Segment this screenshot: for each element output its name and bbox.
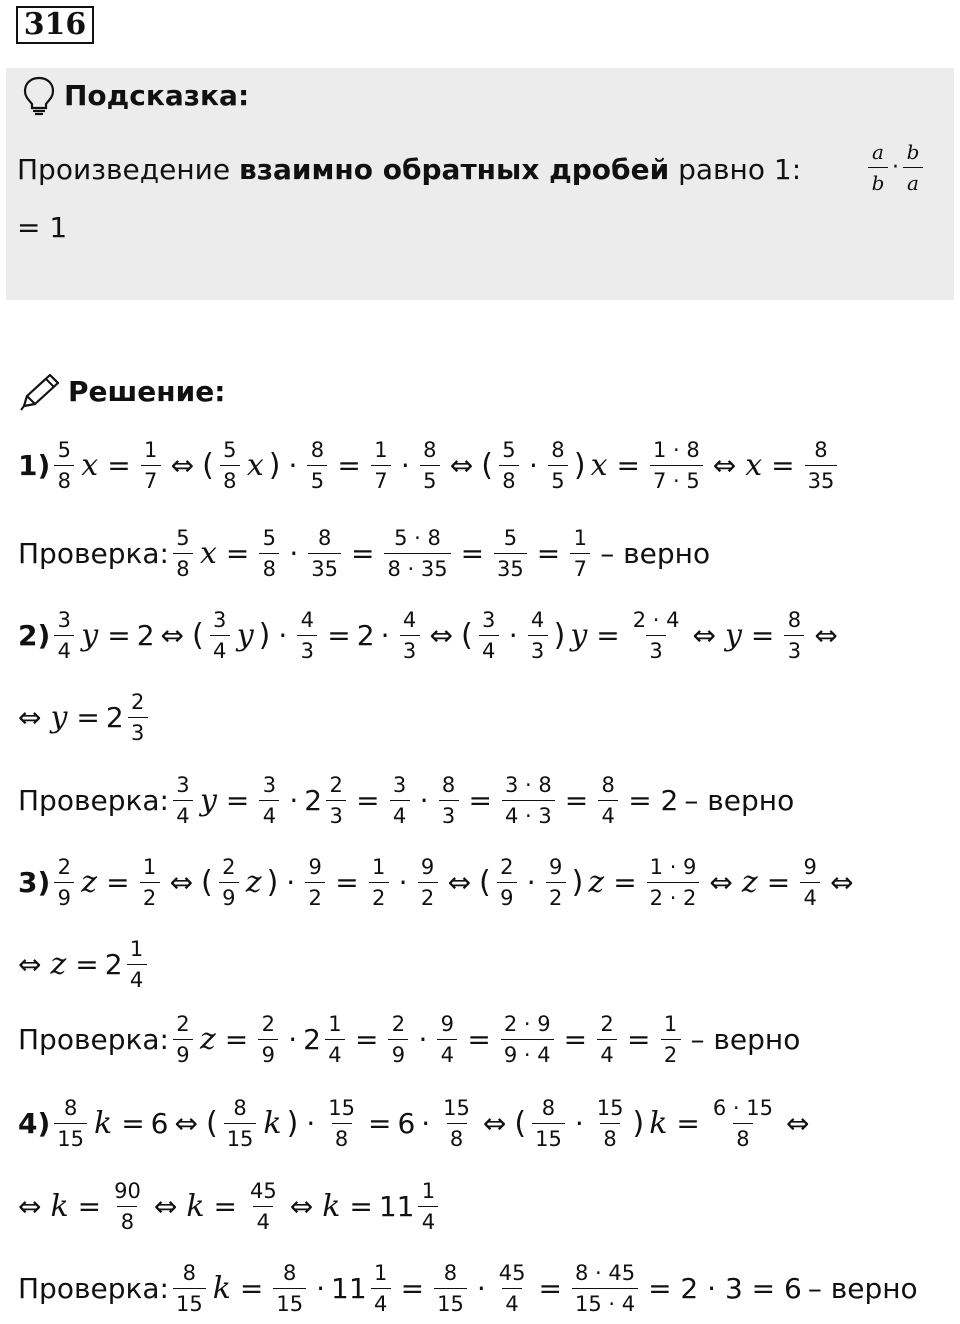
- problem-1-check: Проверка: $\frac{5}{8}$ x = $\frac{5}{8}$ · $\frac{8}{35}$ = $\frac{5 \cdot 8}{8 \cdot 35}$ = $\frac{5}{35}$ = $\frac{1}{7}$ – верно: [18, 525, 711, 581]
- pencil-icon: [18, 372, 62, 412]
- problem-1-equation: 1) $\frac{5}{8}$ x = $\frac{1}{7}$ ⇔ ( $\frac{5}{8}$ x ) · $\frac{8}{5}$ = $\frac{1}{7}$ · $\frac{8}{5}$ ⇔ ( $\frac{5}{8}$ · $\frac{8}{5}$ ) x = $\frac{1 \cdot 8}{7 \cdot 5}$ ⇔ x = $\frac{8}{35}$: [18, 430, 841, 500]
- problem-3-equation: 3) $\frac{2}{9}$ z = $\frac{1}{2}$ ⇔ ( $\frac{2}{9}$ z ) · $\frac{9}{2}$ = $\frac{1}{2}$ · $\frac{9}{2}$ ⇔ ( $\frac{2}{9}$ · $\frac{9}{2}$ ) z = $\frac{1 \cdot 9}{2 \cdot 2}$ ⇔ z = $\frac{9}{4}$ ⇔: [18, 854, 854, 910]
- problem-3-check: Проверка: $\frac{2}{9}$ z = $\frac{2}{9}$ · 2 $\frac{1}{4}$ = $\frac{2}{9}$ · $\frac{9}{4}$ = $\frac{2 \cdot 9}{9 \cdot 4}$ = $\frac{2}{4}$ = $\frac{1}{2}$ – верно: [18, 1011, 801, 1067]
- solution-header: [18, 372, 225, 412]
- lightbulb-icon: [22, 76, 56, 116]
- hint-box: [6, 68, 954, 300]
- problem-number: 316: [16, 6, 94, 44]
- hint-text: Произведение взаимно обратных дробей равно 1:: [17, 153, 802, 186]
- problem-4-result: ⇔ k = $\frac{90}{8}$ ⇔ k = $\frac{45}{4}$ ⇔ k = 11 $\frac{1}{4}$: [18, 1171, 442, 1241]
- solution-title: Решение:: [68, 375, 226, 408]
- problem-2-result: ⇔ y = 2 $\frac{2}{3}$: [18, 682, 152, 752]
- hint-header: [22, 76, 249, 116]
- hint-title: Подсказка:: [64, 79, 250, 112]
- problem-2-check: Проверка: $\frac{3}{4}$ y = $\frac{3}{4}$ · 2 $\frac{2}{3}$ = $\frac{3}{4}$ · $\frac{8}{3}$ = $\frac{3 \cdot 8}{4 \cdot 3}$ = $\frac{8}{4}$ = 2 – верно: [18, 772, 795, 828]
- problem-3-result: ⇔ z = 2 $\frac{1}{4}$: [18, 929, 151, 999]
- hint-formula: $\frac{a}{b}$ · $\frac{b}{a}$: [864, 140, 927, 195]
- problem-2-equation: 2) $\frac{3}{4}$ y = 2 ⇔ ( $\frac{3}{4}$ y ) · $\frac{4}{3}$ = 2 · $\frac{4}{3}$ ⇔ ( $\frac{3}{4}$ · $\frac{4}{3}$ ) y = $\frac{2 \cdot 4}{3}$ ⇔ y = $\frac{8}{3}$ ⇔: [18, 607, 838, 663]
- hint-text-line2: = 1: [17, 211, 68, 244]
- problem-4-check: Проверка: $\frac{8}{15}$ k = $\frac{8}{15}$ · 11 $\frac{1}{4}$ = $\frac{8}{15}$ · $\frac{45}{4}$ = $\frac{8 \cdot 45}{15 \cdot 4}$ = 2 · 3 = 6 – верно: [18, 1260, 918, 1316]
- problem-4-equation: 4) $\frac{8}{15}$ k = 6 ⇔ ( $\frac{8}{15}$ k ) · $\frac{15}{8}$ = 6 · $\frac{15}{8}$ ⇔ ( $\frac{8}{15}$ · $\frac{15}{8}$ ) k = $\frac{6 \cdot 15}{8}$ ⇔: [18, 1095, 810, 1151]
